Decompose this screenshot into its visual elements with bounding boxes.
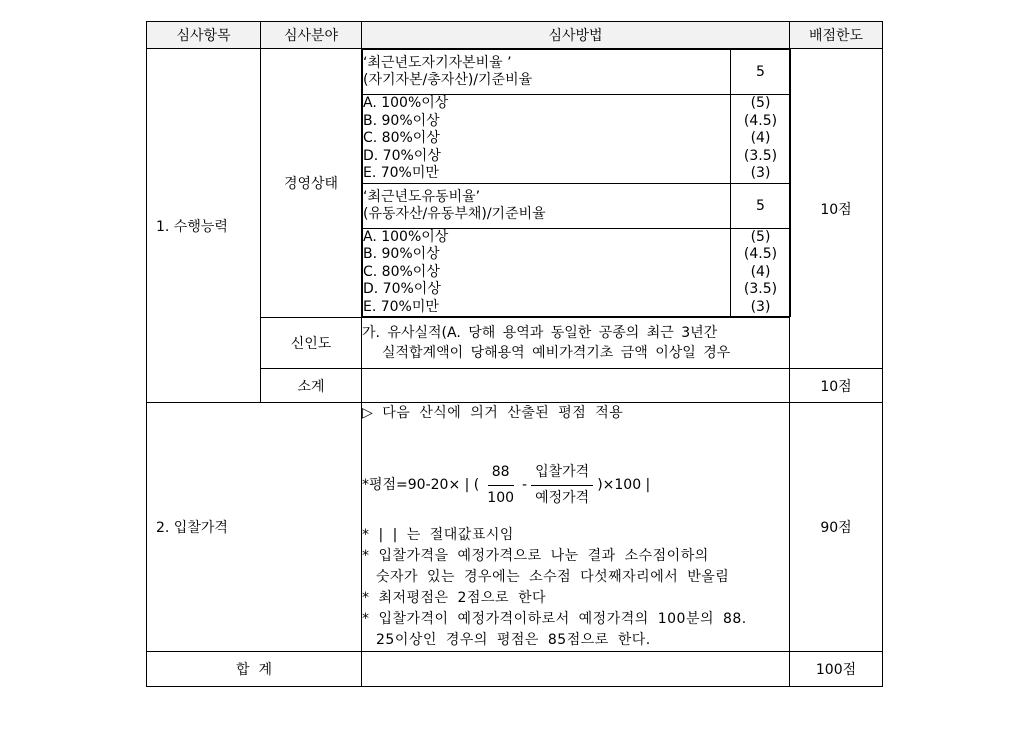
trust-line2: 실적합계액이 당해용역 예비가격기초 금액 이상일 경우 <box>382 345 731 361</box>
level-label: A. 100%이상 <box>363 228 449 245</box>
criterion-2-title-line1: ‘최근년도유동비율’ <box>363 188 481 205</box>
trust-line1: 가. 유사실적(A. 당해 용역과 동일한 공종의 최근 3년간 <box>362 325 718 341</box>
level-label: C. 80%이상 <box>363 130 440 146</box>
fraction-price <box>531 462 593 509</box>
level-label: E. 70%미만 <box>363 298 439 315</box>
level-score: (3.5) <box>743 147 778 164</box>
criterion-2-levels <box>363 228 731 317</box>
trust-method <box>362 318 790 369</box>
level-label: A. 100%이상 <box>363 95 449 111</box>
level-score: (4.5) <box>743 112 778 129</box>
level-score: (5) <box>750 95 771 111</box>
criterion-1-points: 5 <box>731 50 791 95</box>
subtotal-method <box>362 369 790 403</box>
header-row <box>147 22 883 49</box>
criterion-2-title <box>363 183 731 228</box>
total-method <box>362 652 790 687</box>
header-method: 심사방법 <box>362 22 790 49</box>
level-score: (3) <box>750 165 771 181</box>
management-row <box>147 49 883 318</box>
level-score: (5) <box>750 228 771 245</box>
total-label: 합 계 <box>147 652 362 687</box>
evaluation-table <box>146 21 883 687</box>
total-limit: 100점 <box>790 652 883 687</box>
level-score: (3) <box>750 298 771 315</box>
management-limit: 10점 <box>790 49 883 369</box>
criterion-2-levels-row <box>363 228 791 317</box>
subtotal-label: 소계 <box>261 369 362 403</box>
bid-intro: ▷ 다음 산식에 의거 산출된 평점 적용 <box>362 405 624 421</box>
level-label: D. 70%이상 <box>363 281 441 297</box>
criterion-2-points: 5 <box>731 183 791 228</box>
bid-price-row <box>147 403 883 652</box>
bid-method <box>362 403 790 652</box>
fraction-ratio <box>483 462 518 509</box>
header-limit: 배점한도 <box>790 22 883 49</box>
level-label: B. 90%이상 <box>363 112 440 129</box>
fraction-numerator: 입찰가격 <box>531 462 593 486</box>
criterion-1-title-line2: (자기자본/총자산)/기준비율 <box>363 72 533 88</box>
level-label: E. 70%미만 <box>363 165 439 181</box>
criterion-1-scores <box>731 95 791 184</box>
bid-note-2: * 입찰가격을 예정가격으로 나눈 결과 소수점이하의 <box>362 548 709 564</box>
management-criteria <box>362 49 791 317</box>
total-row <box>147 652 883 687</box>
criterion-1-title-line1: ‘최근년도자기자본비율 ’ <box>363 55 512 71</box>
criterion-2-title-line2: (유동자산/유동부채)/기준비율 <box>363 205 546 222</box>
bid-note-2-cont: 숫자가 있는 경우에는 소수점 다섯째자리에서 반올림 <box>376 569 730 585</box>
level-score: (4) <box>750 130 771 146</box>
score-formula <box>362 462 789 509</box>
management-label: 경영상태 <box>261 49 362 318</box>
level-score: (3.5) <box>743 281 778 297</box>
subtotal-limit: 10점 <box>790 369 883 403</box>
level-score: (4.5) <box>743 246 778 262</box>
header-item: 심사항목 <box>147 22 261 49</box>
fraction-denominator: 100 <box>487 490 515 506</box>
section1-label: 1. 수행능력 <box>147 49 261 403</box>
criterion-2-title-row <box>363 183 791 228</box>
level-label: C. 80%이상 <box>363 263 440 280</box>
level-label: B. 90%이상 <box>363 246 440 262</box>
formula-suffix: )×100 | <box>597 477 651 493</box>
section2-label: 2. 입찰가격 <box>147 403 362 652</box>
criterion-1-title-row <box>363 50 791 95</box>
trust-label: 신인도 <box>261 318 362 369</box>
bid-note-3: * 최저평점은 2점으로 한다 <box>362 590 546 606</box>
fraction-denominator: 예정가격 <box>535 490 590 506</box>
header-field: 심사분야 <box>261 22 362 49</box>
bid-note-4-cont: 25이상인 경우의 평점은 85점으로 한다. <box>376 632 651 648</box>
level-label: D. 70%이상 <box>363 147 441 164</box>
level-score: (4) <box>750 263 771 280</box>
bid-note-1: * | | 는 절대값표시임 <box>362 527 514 543</box>
criterion-1-levels-row <box>363 95 791 184</box>
fraction-numerator: 88 <box>488 462 514 486</box>
criterion-2-scores <box>731 228 791 317</box>
bid-note-4: * 입찰가격이 예정가격이하로서 예정가격의 100분의 88. <box>362 611 747 627</box>
criterion-1-title <box>363 50 731 95</box>
management-method <box>362 49 790 318</box>
bid-limit: 90점 <box>790 403 883 652</box>
criterion-1-levels <box>363 95 731 184</box>
formula-minus: - <box>522 477 528 493</box>
formula-prefix: *평점=90-20× | ( <box>362 477 480 493</box>
